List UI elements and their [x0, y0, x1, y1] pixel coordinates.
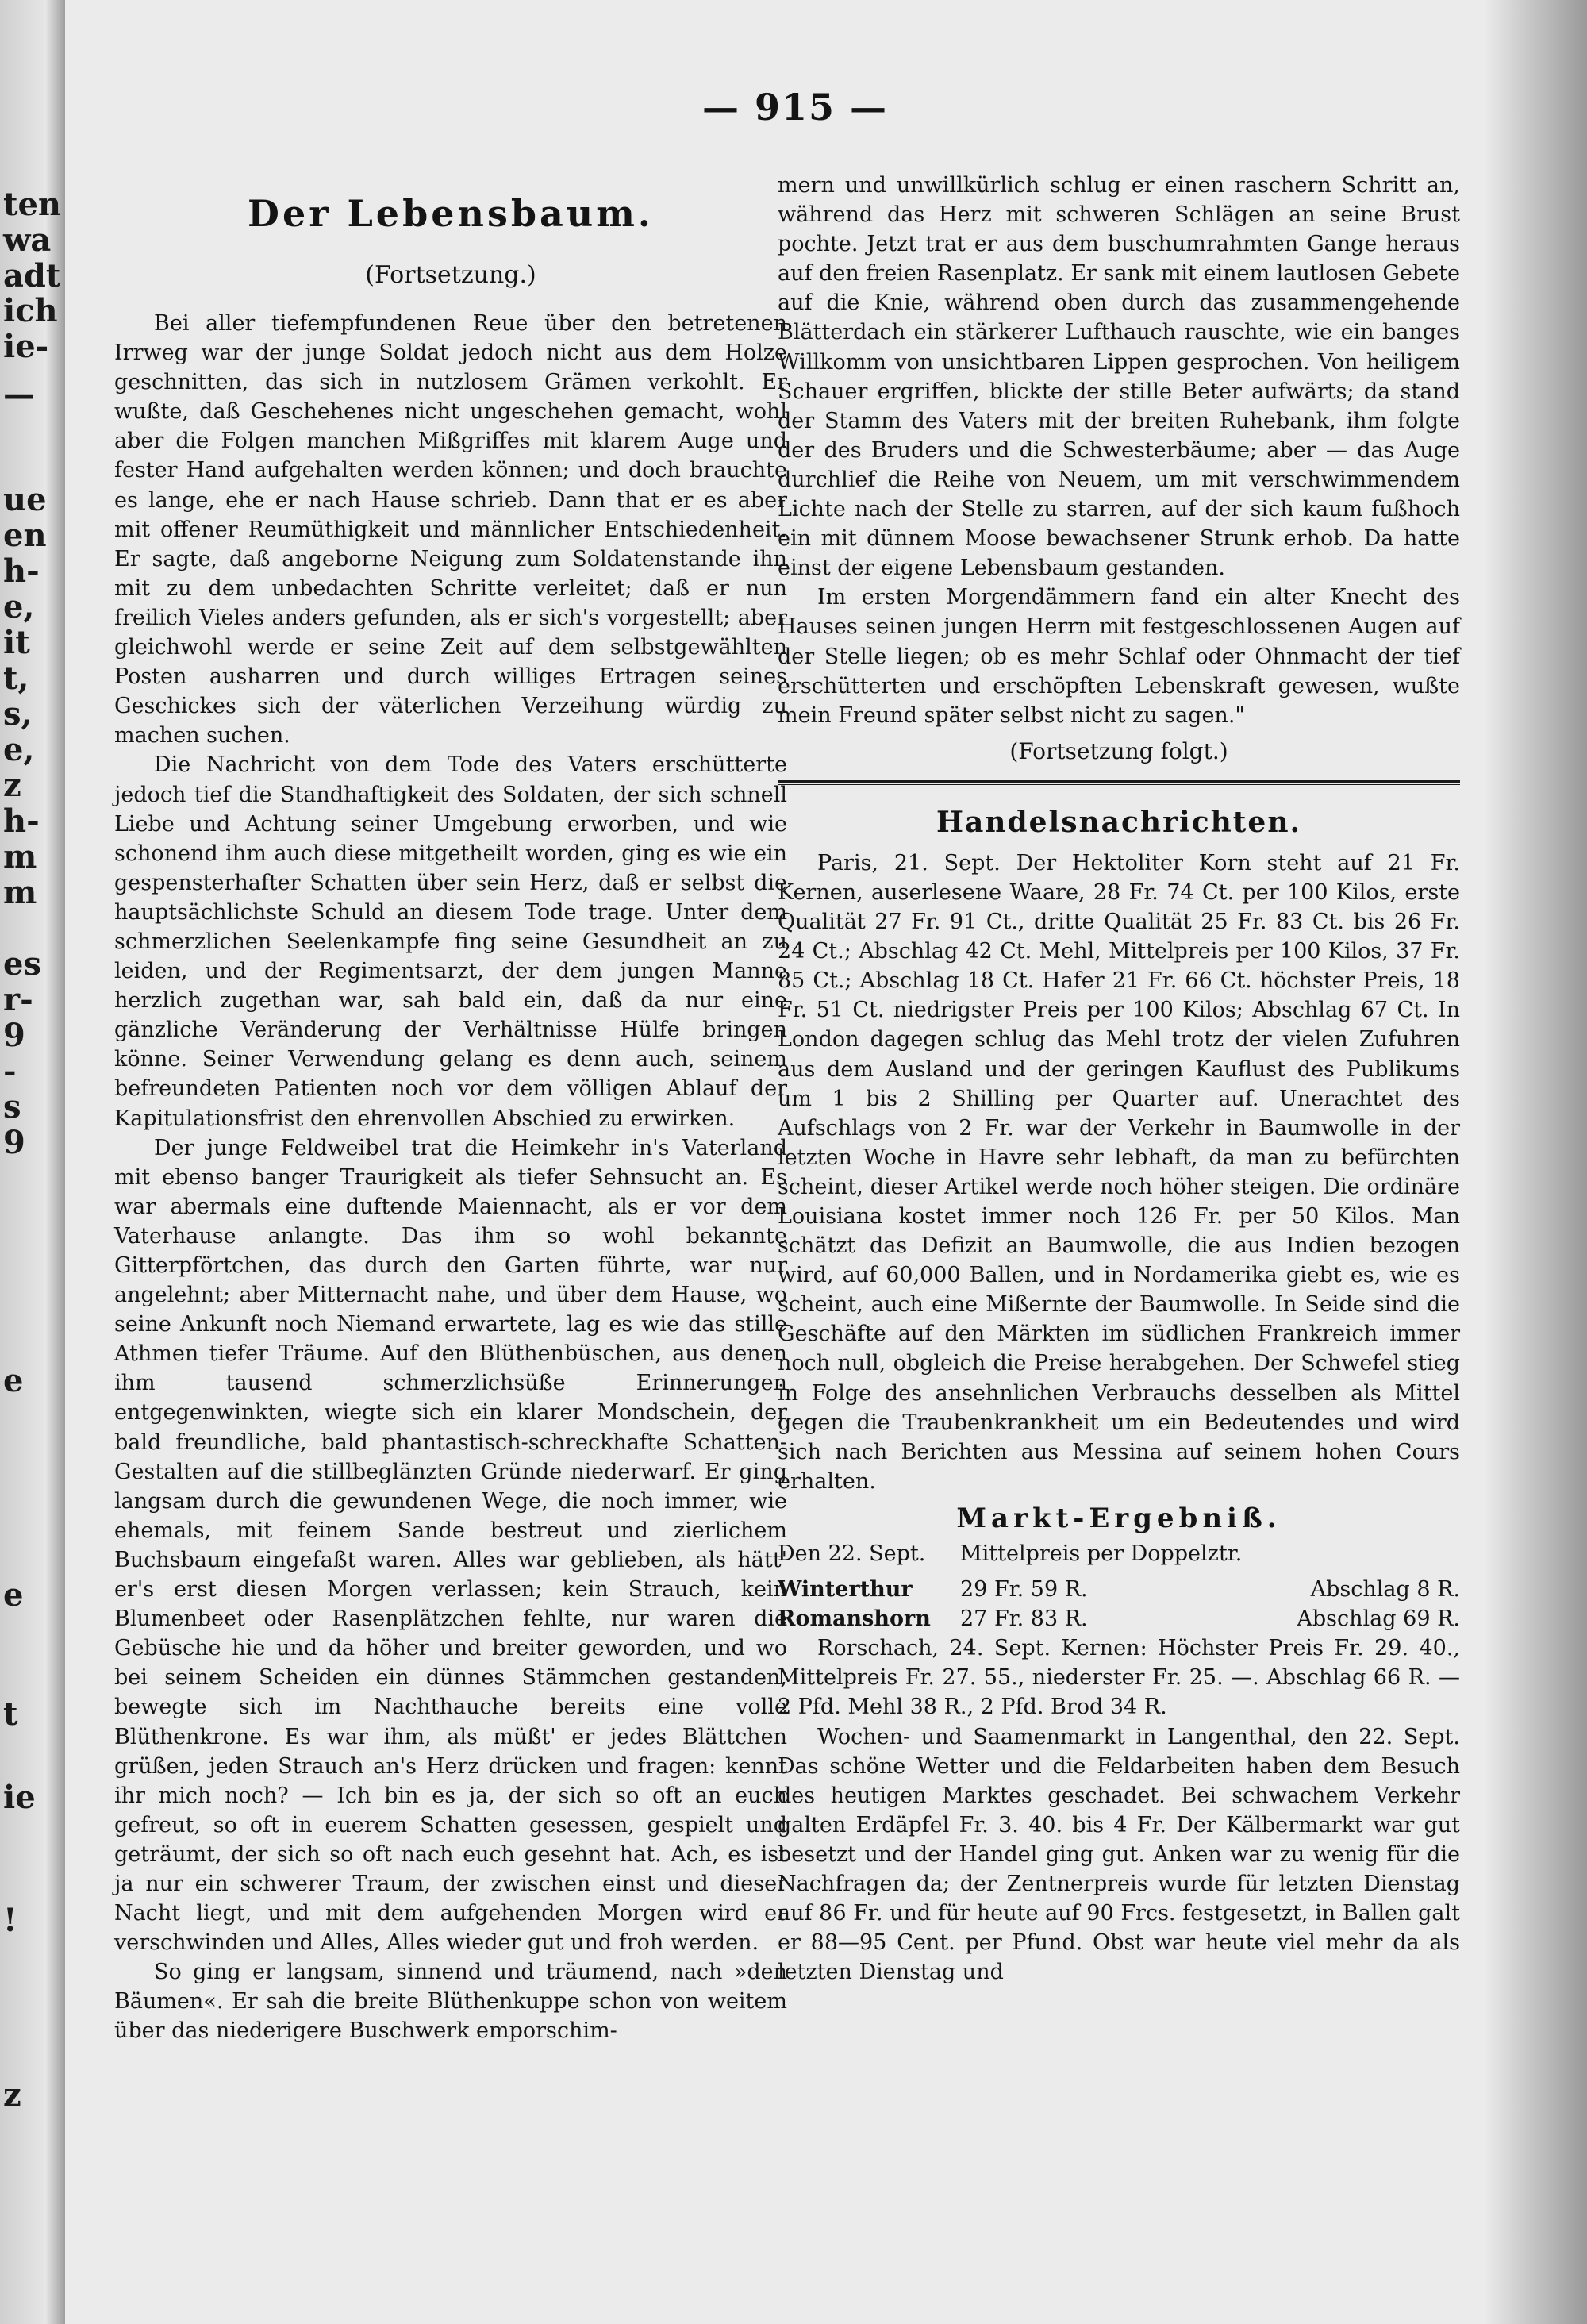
right-column	[778, 171, 1460, 1987]
prev-page-fragment: e	[3, 1576, 24, 1614]
story-paragraph: Im ersten Morgendämmern fand ein alter Knecht des Hauses seinen jungen Herrn mit festgeschlossenen Augen auf der Stelle liegen; ob es mehr Schlaf oder Ohnmacht der tief erschütterten und erschöpften Lebenskraft gewesen, wußte mein Freund später selbst nicht zu sagen."	[778, 585, 1460, 728]
prev-page-fragment: ten	[3, 186, 62, 223]
market-date: Den 22. Sept.	[778, 1541, 926, 1566]
prev-page-fragment: ie	[3, 1779, 36, 1816]
prev-page-fragment: en	[3, 517, 47, 554]
prev-page-fragment: t	[3, 1695, 18, 1733]
story-paragraph: mern und unwillkürlich schlug er einen raschern Schritt an, während das Herz mit schweren Schlägen an seine Brust pochte. Jetzt trat er aus dem buschumrahmten Gange heraus auf den freien Rasenplatz. Er sank mit einem lautlosen Gebete auf die Knie, während oben durch das zusammengehende Blätterdach ein stärkerer Lufthauch rauschte, wie ein banges Willkomm von unsichtbaren Lippen gesprochen. Von heiligem Schauer ergriffen, blickte der stille Beter aufwärts; da stand der Stamm des Vaters mit der breiten Ruhebank, ihm folgte der des Bruders und die Schwesterbäume; aber — das Auge durchlief die Reihe von Neuem, um mit verschwimmendem Lichte nach der Stelle zu starren, auf der sich kaum fußhoch ein mit dünnem Moose bewachsener Strunk erhob. Da hatte einst der eigene Lebensbaum gestanden.	[778, 173, 1460, 581]
prev-page-fragment: r-	[3, 981, 33, 1018]
prev-page-fragment: m	[3, 838, 37, 875]
market-price: 29 Fr. 59 R.	[960, 1577, 1088, 1603]
prev-page-fragment: ue	[3, 481, 47, 518]
left-column	[114, 171, 787, 2046]
story-paragraph: Die Nachricht von dem Tode des Vaters erschütterte jedoch tief die Standhaftigkeit des Soldaten, der sich schnell Liebe und Achtung seiner Umgebung erworben, und wie schonend ihm auch diese mitgetheilt worden, ging es wie ein gespensterhafter Schatten über sein Herz, daß er selbst die hauptsächlichste Schuld an diesem Tode trage. Unter dem schmerzlichen Seelenkampfe fing seine Gesundheit an zu leiden, und der Regimentsarzt, der dem jungen Manne herzlich zugethan war, sah bald ein, daß da nur eine gänzliche Veränderung der Verhältnisse Hülfe bringen könne. Seiner Verwendung gelang es denn auch, seinem befreundeten Patienten noch vor dem völligen Ablauf der Kapitulationsfrist den ehrenvollen Abschied zu erwirken.	[114, 752, 787, 1131]
market-change: Abschlag 69 R.	[1297, 1606, 1460, 1632]
prev-page-fragment: t,	[3, 660, 29, 697]
section-divider	[778, 780, 1460, 785]
prev-page-fragment: s	[3, 1088, 21, 1125]
prev-page-fragment: h-	[3, 552, 40, 590]
prev-page-fragment: adt	[3, 257, 61, 294]
prev-page-fragment: —	[3, 376, 35, 414]
prev-page-fragment: !	[3, 1902, 17, 1939]
trade-news-heading: Handelsnachrichten.	[936, 805, 1302, 839]
prev-page-fragment: m	[3, 874, 37, 911]
prev-page-fragment: e,	[3, 731, 35, 768]
trade-report-langenthal: Wochen- und Saamenmarkt in Langenthal, den 22. Sept. Das schöne Wetter und die Feldarbeiten haben dem Besuch des heutigen Marktes geschadet. Bei schwachem Verkehr galten Erdäpfel Fr. 3. 40. bis 4 Fr. Der Kälbermarkt war gut besetzt und der Handel ging gut. Anken war zu wenig für die Nachfragen da; der Zentnerpreis wurde für letzten Dienstag auf 86 Fr. und für heute auf 90 Frcs. festgesetzt, in Ballen galt er 88—95 Cent. per Pfund. Obst war heute viel mehr da als letzten Dienstag und	[778, 1724, 1460, 1985]
prev-page-fragment: ich	[3, 292, 58, 329]
market-change: Abschlag 8 R.	[1310, 1577, 1460, 1603]
trade-report-paris: Paris, 21. Sept. Der Hektoliter Korn steht auf 21 Fr. Kernen, auserlesene Waare, 28 Fr. 74 Ct. per 100 Kilos, erste Qualität 27 Fr. 91 Ct., dritte Qualität 25 Fr. 83 Ct. bis 26 Fr. 24 Ct.; Abschlag 42 Ct. Mehl, Mittelpreis per 100 Kilos, 37 Fr. 85 Ct.; Abschlag 18 Ct. Hafer 21 Fr. 66 Ct. höchster Preis, 18 Fr. 51 Ct. niedrigster Preis per 100 Kilos; Abschlag 67 Ct. In London dagegen schlug das Mehl trotz der vielen Zufuhren aus dem Ausland und der geringen Kauflust des Publikums um 1 bis 2 Shilling per Quarter auf. Unerachtet des Aufschlags von 2 Fr. war der Verkehr in Baumwolle in der letzten Woche in Havre sehr lebhaft, da man zu befürchten scheint, dieser Artikel werde noch höher steigen. Die ordinäre Louisiana kostet immer noch 126 Fr. per 50 Kilos. Man schätzt das Defizit an Baumwolle, die aus Indien bezogen wird, auf 60,000 Ballen, und in Nordamerika giebt es, wie es scheint, auch eine Mißernte der Baumwolle. In Seide sind die Geschäfte auf den Märkten im südlichen Frankreich immer noch null, obgleich die Preise herabgehen. Der Schwefel stieg in Folge des ansehnlichen Verbrauchs desselben als Mittel gegen die Traubenkrankheit um ein Bedeutendes und wird sich nach Berichten aus Messina auf seinem hohen Cours erhalten.	[778, 850, 1460, 1494]
trade-report-rorschach: Rorschach, 24. Sept. Kernen: Höchster Preis Fr. 29. 40., Mittelpreis Fr. 27. 55., niederster Fr. 25. —. Abschlag 66 R. — 2 Pfd. Mehl 38 R., 2 Pfd. Brod 34 R.	[778, 1636, 1460, 1720]
story-subtitle: (Fortsetzung.)	[365, 261, 536, 289]
prev-page-fragment: z	[3, 767, 21, 804]
prev-page-fragment: 9	[3, 1017, 25, 1054]
prev-page-fragment: 9	[3, 1124, 25, 1161]
market-price: 27 Fr. 83 R.	[960, 1606, 1088, 1632]
to-be-continued: (Fortsetzung folgt.)	[1009, 737, 1228, 764]
prev-page-fragment: wa	[3, 221, 52, 259]
prev-page-fragment: it	[3, 624, 30, 661]
market-results-heading: Markt-Ergebniß.	[956, 1502, 1282, 1534]
market-place: Romanshorn	[778, 1606, 931, 1632]
prev-page-fragment: z	[3, 2076, 21, 2114]
story-paragraph: Der junge Feldweibel trat die Heimkehr in's Vaterland mit ebenso banger Traurigkeit als tiefer Sehnsucht an. Es war abermals eine duftende Maiennacht, als er vor dem Vaterhause anlangte. Das ihm so wohl bekannte Gitterpförtchen, das durch den Garten führte, war nur angelehnt; aber Mitternacht nahe, und über dem Hause, wo seine Ankunft noch Niemand erwartete, lag es wie das stille Athmen tiefer Träume. Auf den Blüthenbüschen, aus denen ihm tausend schmerzlichsüße Erinnerungen entgegenwinkten, wiegte sich ein klarer Mondschein, der bald freundliche, bald phantastisch-schreckhafte Schatten-Gestalten auf die stillbeglänzten Gründe niederwarf. Er ging langsam durch die gewundenen Wege, die noch immer, wie ehemals, mit feinem Sande bestreut und zierlichem Buchsbaum eingefaßt waren. Alles war geblieben, als hätt' er's erst diesen Morgen verlassen; kein Strauch, kein Blumenbeet oder Rasenplätzchen fehlte, nur waren die Gebüsche hie und da höher und breiter geworden, und wo bei seinem Scheiden ein dünnes Stämmchen gestanden, bewegte sich im Nachthauche bereits eine volle Blüthenkrone. Es war ihm, als müßt' er jedes Blättchen grüßen, jeden Strauch an's Herz drücken und fragen: kennt ihr mich noch? — Ich bin es ja, der sich so oft an euch gefreut, so oft in euerem Schatten gesessen, gespielt und geträumt, der sich so oft nach euch gesehnt hat. Ach, es ist ja nur ein schwerer Traum, der zwischen einst und dieser Nacht liegt, und mit dem aufgehenden Morgen wird er verschwinden und Alles, Alles wieder gut und froh werden.	[114, 1135, 787, 1956]
prev-page-fragment: s,	[3, 695, 33, 733]
story-paragraph: So ging er langsam, sinnend und träumend, nach »den Bäumen«. Er sah die breite Blüthenkuppe schon von weitem über das niederigere Buschwerk emporschim-	[114, 1960, 787, 2044]
prev-page-fragment: e	[3, 1362, 24, 1399]
story-title: Der Lebensbaum.	[248, 192, 654, 235]
prev-page-fragment: e,	[3, 588, 35, 625]
prev-page-fragment: h-	[3, 802, 40, 840]
previous-page-edge	[0, 0, 65, 2324]
market-row	[778, 1575, 1460, 1604]
story-paragraph: Bei aller tiefempfundenen Reue über den betretenen Irrweg war der junge Soldat jedoch nicht aus dem Holze geschnitten, das sich in nutzlosem Grämen verkohlt. Er wußte, daß Geschehenes nicht ungeschehen gemacht, wohl aber die Folgen manchen Mißgriffes mit klarem Auge und fester Hand aufgehalten werden können; und doch brauchte es lange, ehe er nach Hause schrieb. Dann that er es aber mit offener Reumüthigkeit und männlicher Entschiedenheit. Er sagte, daß angeborne Neigung zum Soldatenstande ihn mit zu dem unbedachten Schritte verleitet; daß er nun freilich Vieles anders gefunden, als er sich's vorgestellt; aber gleichwohl werde er seine Zeit auf dem selbstgewählten Posten ausharren und durch williges Ertragen seines Geschickes sich der väterlichen Verzeihung würdig zu machen suchen.	[114, 311, 787, 748]
market-date-row	[778, 1539, 1460, 1568]
prev-page-fragment: ie-	[3, 328, 49, 365]
market-price-label: Mittelpreis per Doppelztr.	[960, 1541, 1243, 1566]
prev-page-fragment: es	[3, 945, 41, 983]
newspaper-page	[65, 0, 1587, 2324]
market-place: Winterthur	[778, 1577, 913, 1603]
page-number: — 915 —	[701, 86, 889, 129]
prev-page-fragment: -	[3, 1052, 17, 1090]
market-row	[778, 1604, 1460, 1633]
